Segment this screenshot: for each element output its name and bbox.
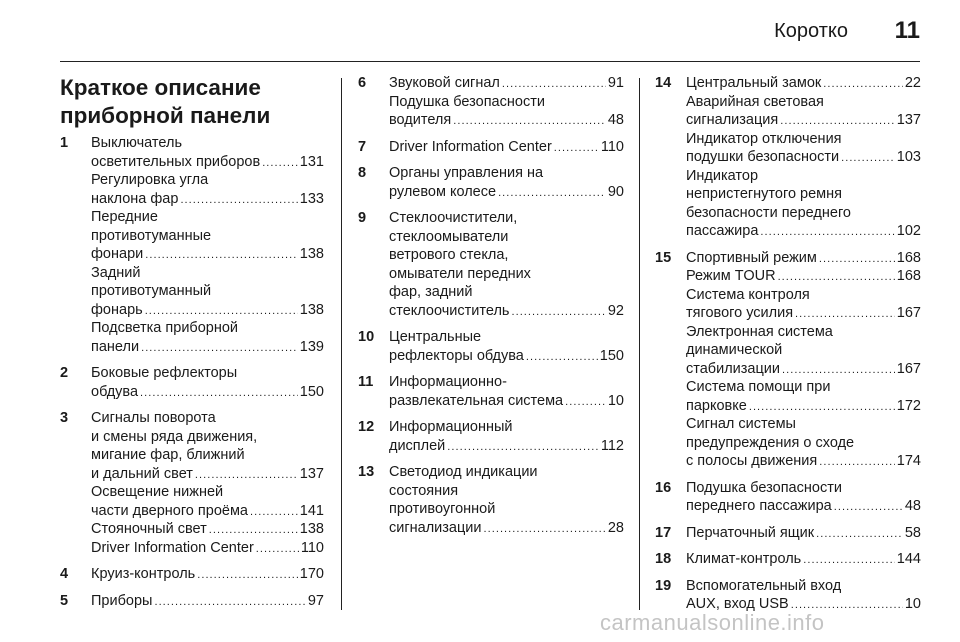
entry-line (91, 465, 324, 484)
entry-line (686, 222, 921, 241)
item-entries (686, 577, 921, 614)
dot-leader (447, 437, 599, 456)
entry-text: Приборы (91, 592, 153, 609)
entry-text: Подушка безопасности (686, 479, 842, 496)
item-entries (91, 134, 324, 356)
page-reference: 150 (599, 347, 624, 364)
dot-leader (780, 111, 895, 130)
item-entries (91, 364, 324, 401)
page-reference: 139 (299, 338, 324, 355)
page-reference: 103 (896, 149, 921, 165)
entry-text: Органы управления на (389, 165, 544, 181)
dot-leader (195, 465, 298, 484)
entry-text: Передние (91, 209, 158, 225)
entry-text: Вспомогательный вход (686, 577, 842, 594)
dot-leader (197, 565, 298, 584)
page-reference: 138 (299, 246, 324, 262)
entry-text: мигание фар, ближний (91, 447, 245, 463)
index-item (358, 463, 624, 537)
item-number: 2 (60, 365, 69, 381)
page-reference: 150 (299, 383, 324, 400)
page-reference: 48 (904, 498, 921, 514)
page-reference: 48 (607, 112, 624, 128)
page-reference: 110 (300, 539, 324, 556)
dot-leader (209, 520, 298, 539)
page-reference: 174 (896, 453, 921, 469)
entry-text: дисплей (389, 437, 446, 454)
entry-line (389, 347, 624, 366)
item-entries (91, 409, 324, 557)
page-reference: 110 (600, 138, 624, 155)
dot-leader (760, 222, 894, 241)
dot-leader (841, 148, 895, 167)
item-entries (389, 74, 624, 130)
entry-text: Звуковой сигнал (389, 75, 500, 91)
dot-leader (180, 190, 297, 209)
page-reference: 112 (600, 437, 624, 454)
entry-text: части дверного проёма (91, 502, 248, 519)
index-item (655, 550, 921, 569)
page-reference: 90 (607, 183, 624, 200)
dot-leader (819, 249, 895, 268)
entry-text: Боковые рефлекторы (91, 365, 238, 381)
dot-leader (816, 524, 903, 543)
item-entries (91, 592, 324, 611)
entry-text: фар, задний (389, 284, 473, 300)
entry-line (91, 502, 324, 521)
index-item (655, 524, 921, 543)
section-title (60, 74, 324, 130)
dot-leader (778, 267, 895, 286)
dot-leader (498, 183, 606, 202)
entry-text: Информационно- (389, 374, 507, 390)
index-item (60, 134, 324, 356)
page-reference: 102 (896, 223, 921, 239)
entry-line (91, 565, 324, 584)
column-1 (60, 74, 324, 618)
item-number: 4 (60, 566, 69, 582)
page-reference: 167 (896, 360, 921, 377)
dot-leader (145, 245, 298, 264)
entry-text: Задний (91, 264, 141, 281)
entry-line (686, 397, 921, 416)
entry-text: Электронная система (686, 323, 833, 340)
item-number: 5 (60, 592, 69, 609)
entry-text: и смены ряда движения, (91, 428, 258, 445)
item-number: 6 (358, 75, 367, 91)
entry-text: Режим TOUR (686, 268, 776, 284)
entry-text: предупреждения о сходе (686, 434, 855, 451)
dot-leader (823, 74, 903, 93)
page-reference: 167 (896, 305, 921, 321)
entry-text: стеклоочиститель (389, 302, 510, 319)
entry-text: Стояночный свет (91, 521, 207, 537)
entry-text: осветительных приборов (91, 153, 261, 170)
entry-text: обдува (91, 383, 139, 400)
watermark: carmanualsonline.info (600, 610, 825, 635)
item-number: 12 (358, 419, 375, 435)
entry-line (91, 245, 324, 264)
page-reference: 10 (904, 596, 921, 612)
entry-text: омыватели передних (389, 265, 531, 282)
entry-text: фонари (91, 246, 144, 262)
entry-line (686, 304, 921, 323)
dot-leader (256, 539, 299, 558)
entry-text: парковке (686, 397, 747, 414)
dot-leader (453, 111, 606, 130)
dot-leader (262, 153, 298, 172)
entry-line (389, 183, 624, 202)
column-divider (341, 78, 342, 610)
item-number: 10 (358, 329, 375, 345)
dot-leader (554, 138, 599, 157)
entry-text: Индикатор (686, 167, 759, 184)
entry-text: ветрового стекла, (389, 247, 509, 263)
dot-leader (834, 497, 903, 516)
entry-text: Круиз-контроль (91, 566, 196, 582)
dot-leader (154, 592, 305, 611)
entry-text: Центральный замок (686, 75, 822, 91)
entry-text: Driver Information Center (389, 138, 552, 155)
entry-text: рефлекторы обдува (389, 347, 524, 364)
item-number: 14 (655, 75, 672, 91)
item-entries (389, 164, 624, 201)
dot-leader (526, 347, 598, 366)
entry-line (686, 524, 921, 543)
item-number: 7 (358, 138, 367, 155)
entry-line (91, 592, 324, 611)
entry-text: состояния (389, 482, 459, 499)
dot-leader (565, 392, 606, 411)
column-2 (358, 74, 624, 545)
index-item (655, 249, 921, 471)
dot-leader (511, 302, 605, 321)
entry-line (389, 392, 624, 411)
header-divider (60, 61, 920, 62)
index-item (655, 74, 921, 241)
entry-line (686, 267, 921, 286)
page-reference: 58 (904, 524, 921, 541)
page-reference: 91 (607, 75, 624, 91)
entry-text: Подушка безопасности (389, 93, 545, 110)
dot-leader (484, 519, 606, 538)
index-list (655, 74, 921, 614)
page-header (0, 16, 960, 46)
entry-text: фонарь (91, 301, 143, 318)
entry-text: непристегнутого ремня (686, 186, 842, 202)
item-number: 8 (358, 165, 367, 181)
entry-text: Центральные (389, 329, 482, 345)
entry-text: Индикатор отключения (686, 130, 842, 147)
dot-leader (250, 502, 298, 521)
entry-text: Информационный (389, 419, 513, 435)
item-entries (389, 373, 624, 410)
index-item (60, 364, 324, 401)
entry-line (389, 519, 624, 538)
item-entries (686, 550, 921, 569)
entry-text: Сигналы поворота (91, 410, 216, 426)
entry-line (686, 249, 921, 268)
item-number: 1 (60, 135, 69, 151)
item-number: 17 (655, 524, 672, 541)
item-number: 15 (655, 249, 672, 266)
page-reference: 138 (299, 301, 324, 318)
entry-line (686, 452, 921, 471)
page-reference: 168 (896, 268, 921, 284)
page-reference: 172 (896, 397, 921, 414)
entry-text: развлекательная система (389, 392, 564, 409)
dot-leader (141, 338, 298, 357)
entry-text: Регулировка угла (91, 172, 209, 188)
entry-text: водителя (389, 112, 452, 128)
entry-text: противотуманные (91, 227, 212, 244)
index-item (358, 74, 624, 130)
entry-text: переднего пассажира (686, 498, 832, 514)
item-number: 18 (655, 551, 672, 567)
item-entries (686, 524, 921, 543)
dot-leader (782, 360, 895, 379)
entry-line (389, 111, 624, 130)
entry-line (686, 550, 921, 569)
page-reference: 22 (904, 75, 921, 91)
item-number: 13 (358, 464, 375, 480)
header-title: Коротко (774, 20, 848, 42)
entry-text: Климат-контроль (686, 551, 802, 567)
page-reference: 28 (607, 519, 624, 536)
page-reference: 144 (896, 551, 921, 567)
item-entries (686, 249, 921, 471)
entry-text: безопасности переднего (686, 204, 851, 221)
entry-text: Аварийная световая (686, 93, 824, 110)
entry-line (91, 301, 324, 320)
entry-text: Перчаточный ящик (686, 524, 815, 541)
entry-text: пассажира (686, 223, 759, 239)
page-number: 11 (894, 17, 920, 44)
entry-text: с полосы движения (686, 453, 818, 469)
entry-line (686, 497, 921, 516)
dot-leader (819, 452, 895, 471)
entry-line (686, 148, 921, 167)
entry-text: Светодиод индикации (389, 464, 538, 480)
entry-line (389, 138, 624, 157)
entry-line (389, 437, 624, 456)
entry-text: Стеклоочистители, (389, 210, 518, 226)
section-title-line: приборной панели (60, 103, 271, 128)
entry-text: сигнализации (389, 519, 482, 536)
index-item (60, 409, 324, 557)
index-item (358, 209, 624, 320)
dot-leader (749, 397, 895, 416)
entry-text: Подсветка приборной (91, 320, 239, 336)
entry-line (91, 383, 324, 402)
index-item (358, 373, 624, 410)
column-divider (639, 78, 640, 610)
entry-text: Спортивный режим (686, 249, 817, 266)
entry-text: стабилизации (686, 360, 780, 377)
item-entries (389, 138, 624, 157)
entry-text: стеклоомыватели (389, 228, 509, 245)
entry-text: тягового усилия (686, 305, 794, 321)
column-3 (655, 74, 921, 622)
entry-text: Driver Information Center (91, 539, 254, 556)
page-reference: 97 (307, 592, 324, 609)
page-reference: 133 (299, 190, 324, 207)
entry-line (686, 360, 921, 379)
entry-line (686, 74, 921, 93)
index-list (358, 74, 624, 537)
index-item (358, 328, 624, 365)
dot-leader (803, 550, 895, 569)
dot-leader (795, 304, 895, 323)
item-number: 9 (358, 210, 367, 226)
page-reference: 168 (896, 249, 921, 266)
page-reference: 10 (607, 392, 624, 409)
entry-text: AUX, вход USB (686, 596, 789, 612)
page-reference: 137 (896, 112, 921, 128)
entry-text: Освещение нижней (91, 484, 224, 500)
entry-text: Сигнал системы (686, 416, 796, 432)
entry-text: наклона фар (91, 190, 179, 207)
item-number: 3 (60, 410, 69, 426)
entry-line (686, 111, 921, 130)
page-reference: 137 (299, 465, 324, 482)
dot-leader (145, 301, 298, 320)
index-item (358, 418, 624, 455)
item-entries (389, 463, 624, 537)
entry-line (91, 338, 324, 357)
index-item (358, 164, 624, 201)
entry-text: подушки безопасности (686, 149, 840, 165)
entry-text: динамической (686, 342, 783, 358)
entry-text: противотуманный (91, 283, 212, 299)
item-entries (686, 479, 921, 516)
entry-line (91, 190, 324, 209)
page-reference: 131 (299, 153, 324, 170)
item-number: 19 (655, 577, 672, 594)
page-reference: 92 (607, 302, 624, 319)
entry-text: противоугонной (389, 501, 496, 517)
dot-leader (140, 383, 298, 402)
item-entries (389, 418, 624, 455)
page-reference: 138 (299, 521, 324, 537)
entry-line (91, 153, 324, 172)
item-entries (389, 209, 624, 320)
entry-line (389, 302, 624, 321)
section-title-line: Краткое описание (60, 75, 261, 100)
item-entries (389, 328, 624, 365)
index-list (60, 134, 324, 610)
item-number: 16 (655, 479, 672, 496)
entry-text: Выключатель (91, 135, 182, 151)
item-entries (686, 74, 921, 241)
index-item (655, 577, 921, 614)
entry-line (91, 539, 324, 558)
index-item (60, 565, 324, 584)
entry-text: Система помощи при (686, 379, 831, 395)
page-reference: 170 (299, 566, 324, 582)
entry-text: панели (91, 338, 140, 355)
item-number: 11 (358, 374, 374, 390)
index-item (358, 138, 624, 157)
item-entries (91, 565, 324, 584)
entry-text: и дальний свет (91, 465, 193, 482)
entry-line (389, 74, 624, 93)
index-item (60, 592, 324, 611)
entry-text: рулевом колесе (389, 183, 497, 200)
page-reference: 141 (299, 502, 324, 519)
entry-line (91, 520, 324, 539)
entry-text: сигнализация (686, 112, 779, 128)
entry-text: Система контроля (686, 286, 810, 303)
index-item (655, 479, 921, 516)
dot-leader (502, 74, 606, 93)
